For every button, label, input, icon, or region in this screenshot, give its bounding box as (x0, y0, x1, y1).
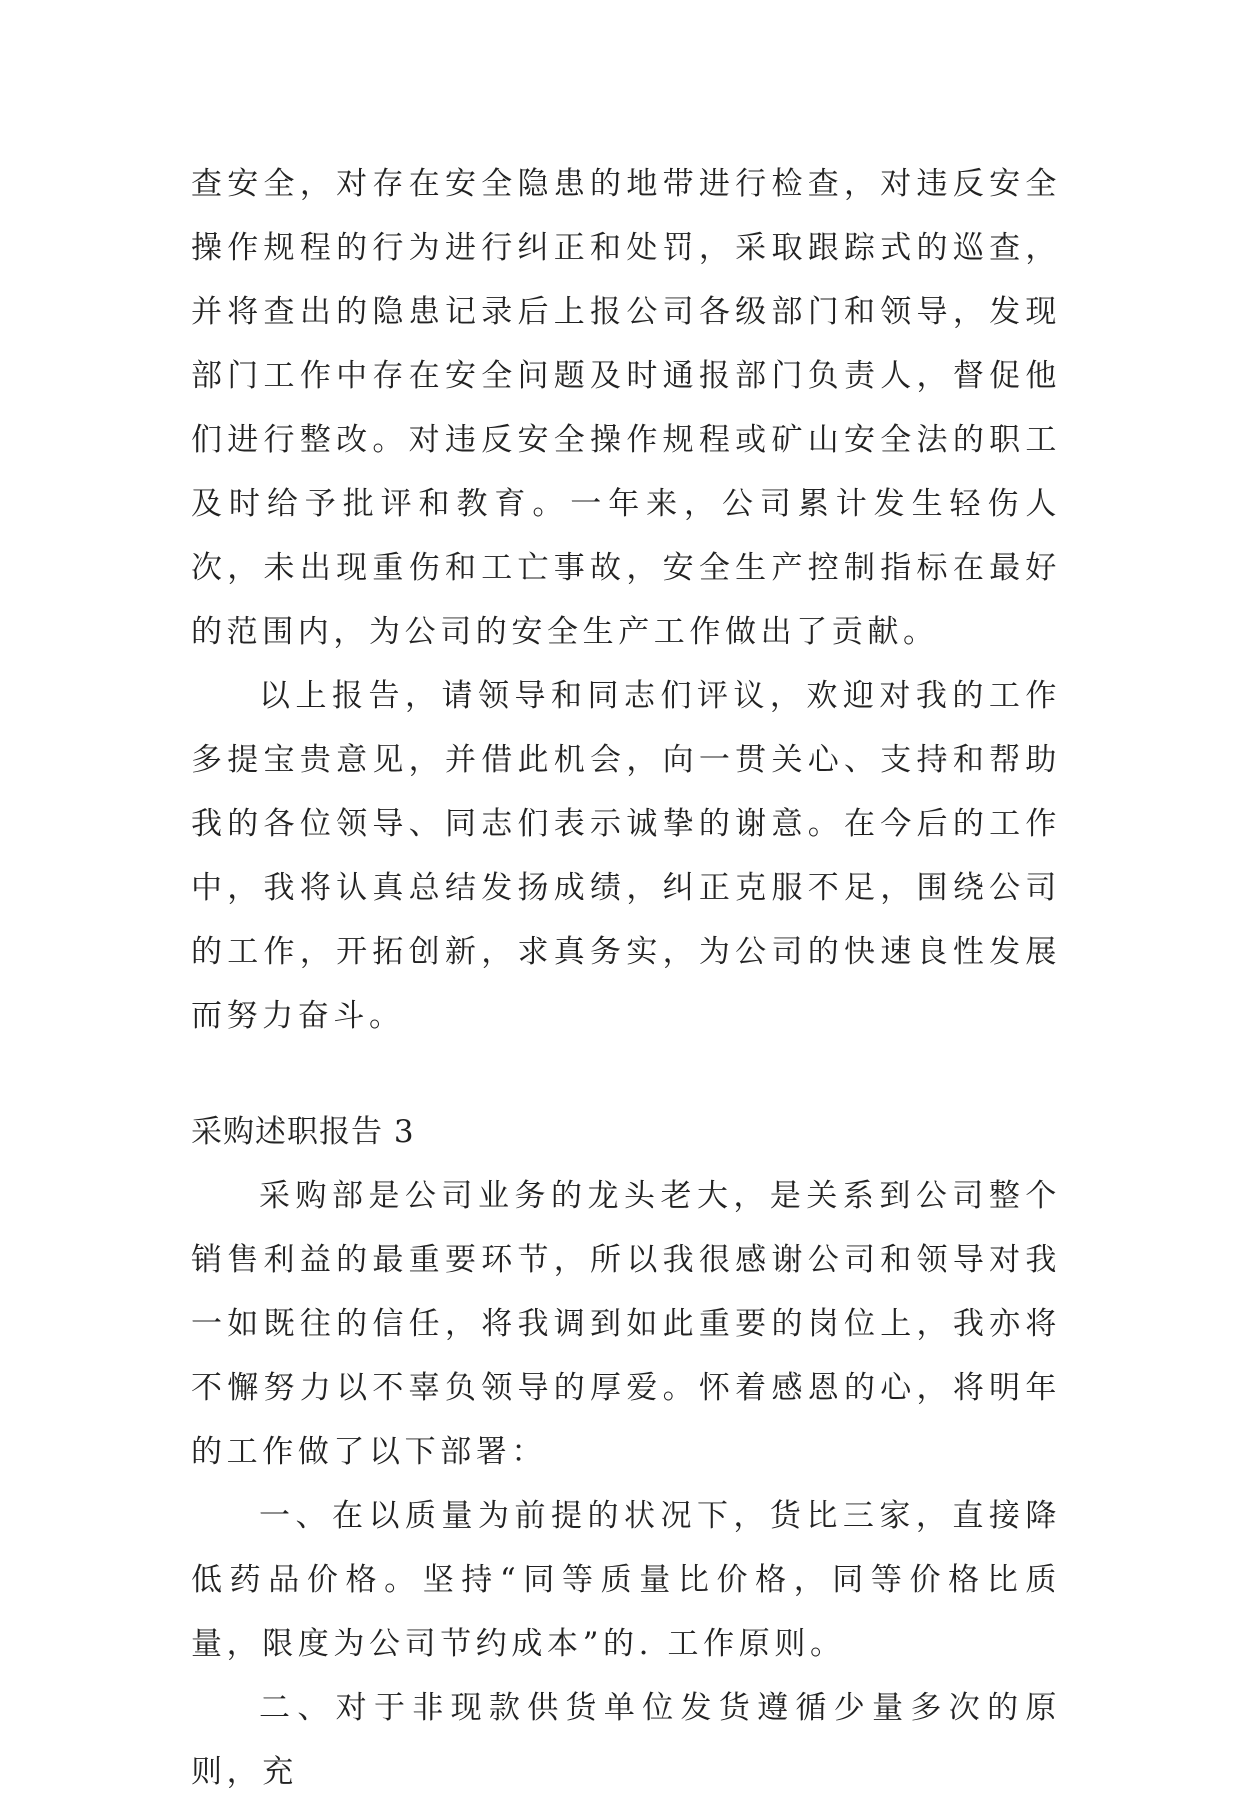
paragraph-procurement-intro: 采购部是公司业务的龙头老大，是关系到公司整个销售利益的最重要环节，所以我很感谢公司和领导对我一如既往的信任，将我调到如此重要的岗位上，我亦将不懈努力以不辜负领导的厚爱。怀着感恩的心，将明年的工作做了以下部署： (191, 1178, 1061, 1470)
section-heading: 采购述职报告 3 (191, 1114, 415, 1150)
paragraph-point-one: 一、在以质量为前提的状况下，货比三家，直接降低药品价格。坚持“同等质量比价格，同等价格比质量，限度为公司节约成本”的. 工作原则。 (191, 1498, 1061, 1662)
section-spacer (191, 1048, 1061, 1100)
paragraph-closing-remarks: 以上报告，请领导和同志们评议，欢迎对我的工作多提宝贵意见，并借此机会，向一贯关心、支持和帮助我的各位领导、同志们表示诚挚的谢意。在今后的工作中，我将认真总结发扬成绩，纠正克服不足，围绕公司的工作，开拓创新，求真务实，为公司的快速良性发展而努力奋斗。 (191, 678, 1061, 1034)
document-body (191, 152, 1061, 1804)
paragraph-point-two: 二、对于非现款供货单位发货遵循少量多次的原则，充 (191, 1690, 1061, 1790)
paragraph-safety-continued: 查安全，对存在安全隐患的地带进行检查，对违反安全操作规程的行为进行纠正和处罚，采取跟踪式的巡查，并将查出的隐患记录后上报公司各级部门和领导，发现部门工作中存在安全问题及时通报部门负责人，督促他们进行整改。对违反安全操作规程或矿山安全法的职工及时给予批评和教育。一年来，公司累计发生轻伤人次，未出现重伤和工亡事故，安全生产控制指标在最好的范围内，为公司的安全生产工作做出了贡献。 (191, 166, 1061, 650)
